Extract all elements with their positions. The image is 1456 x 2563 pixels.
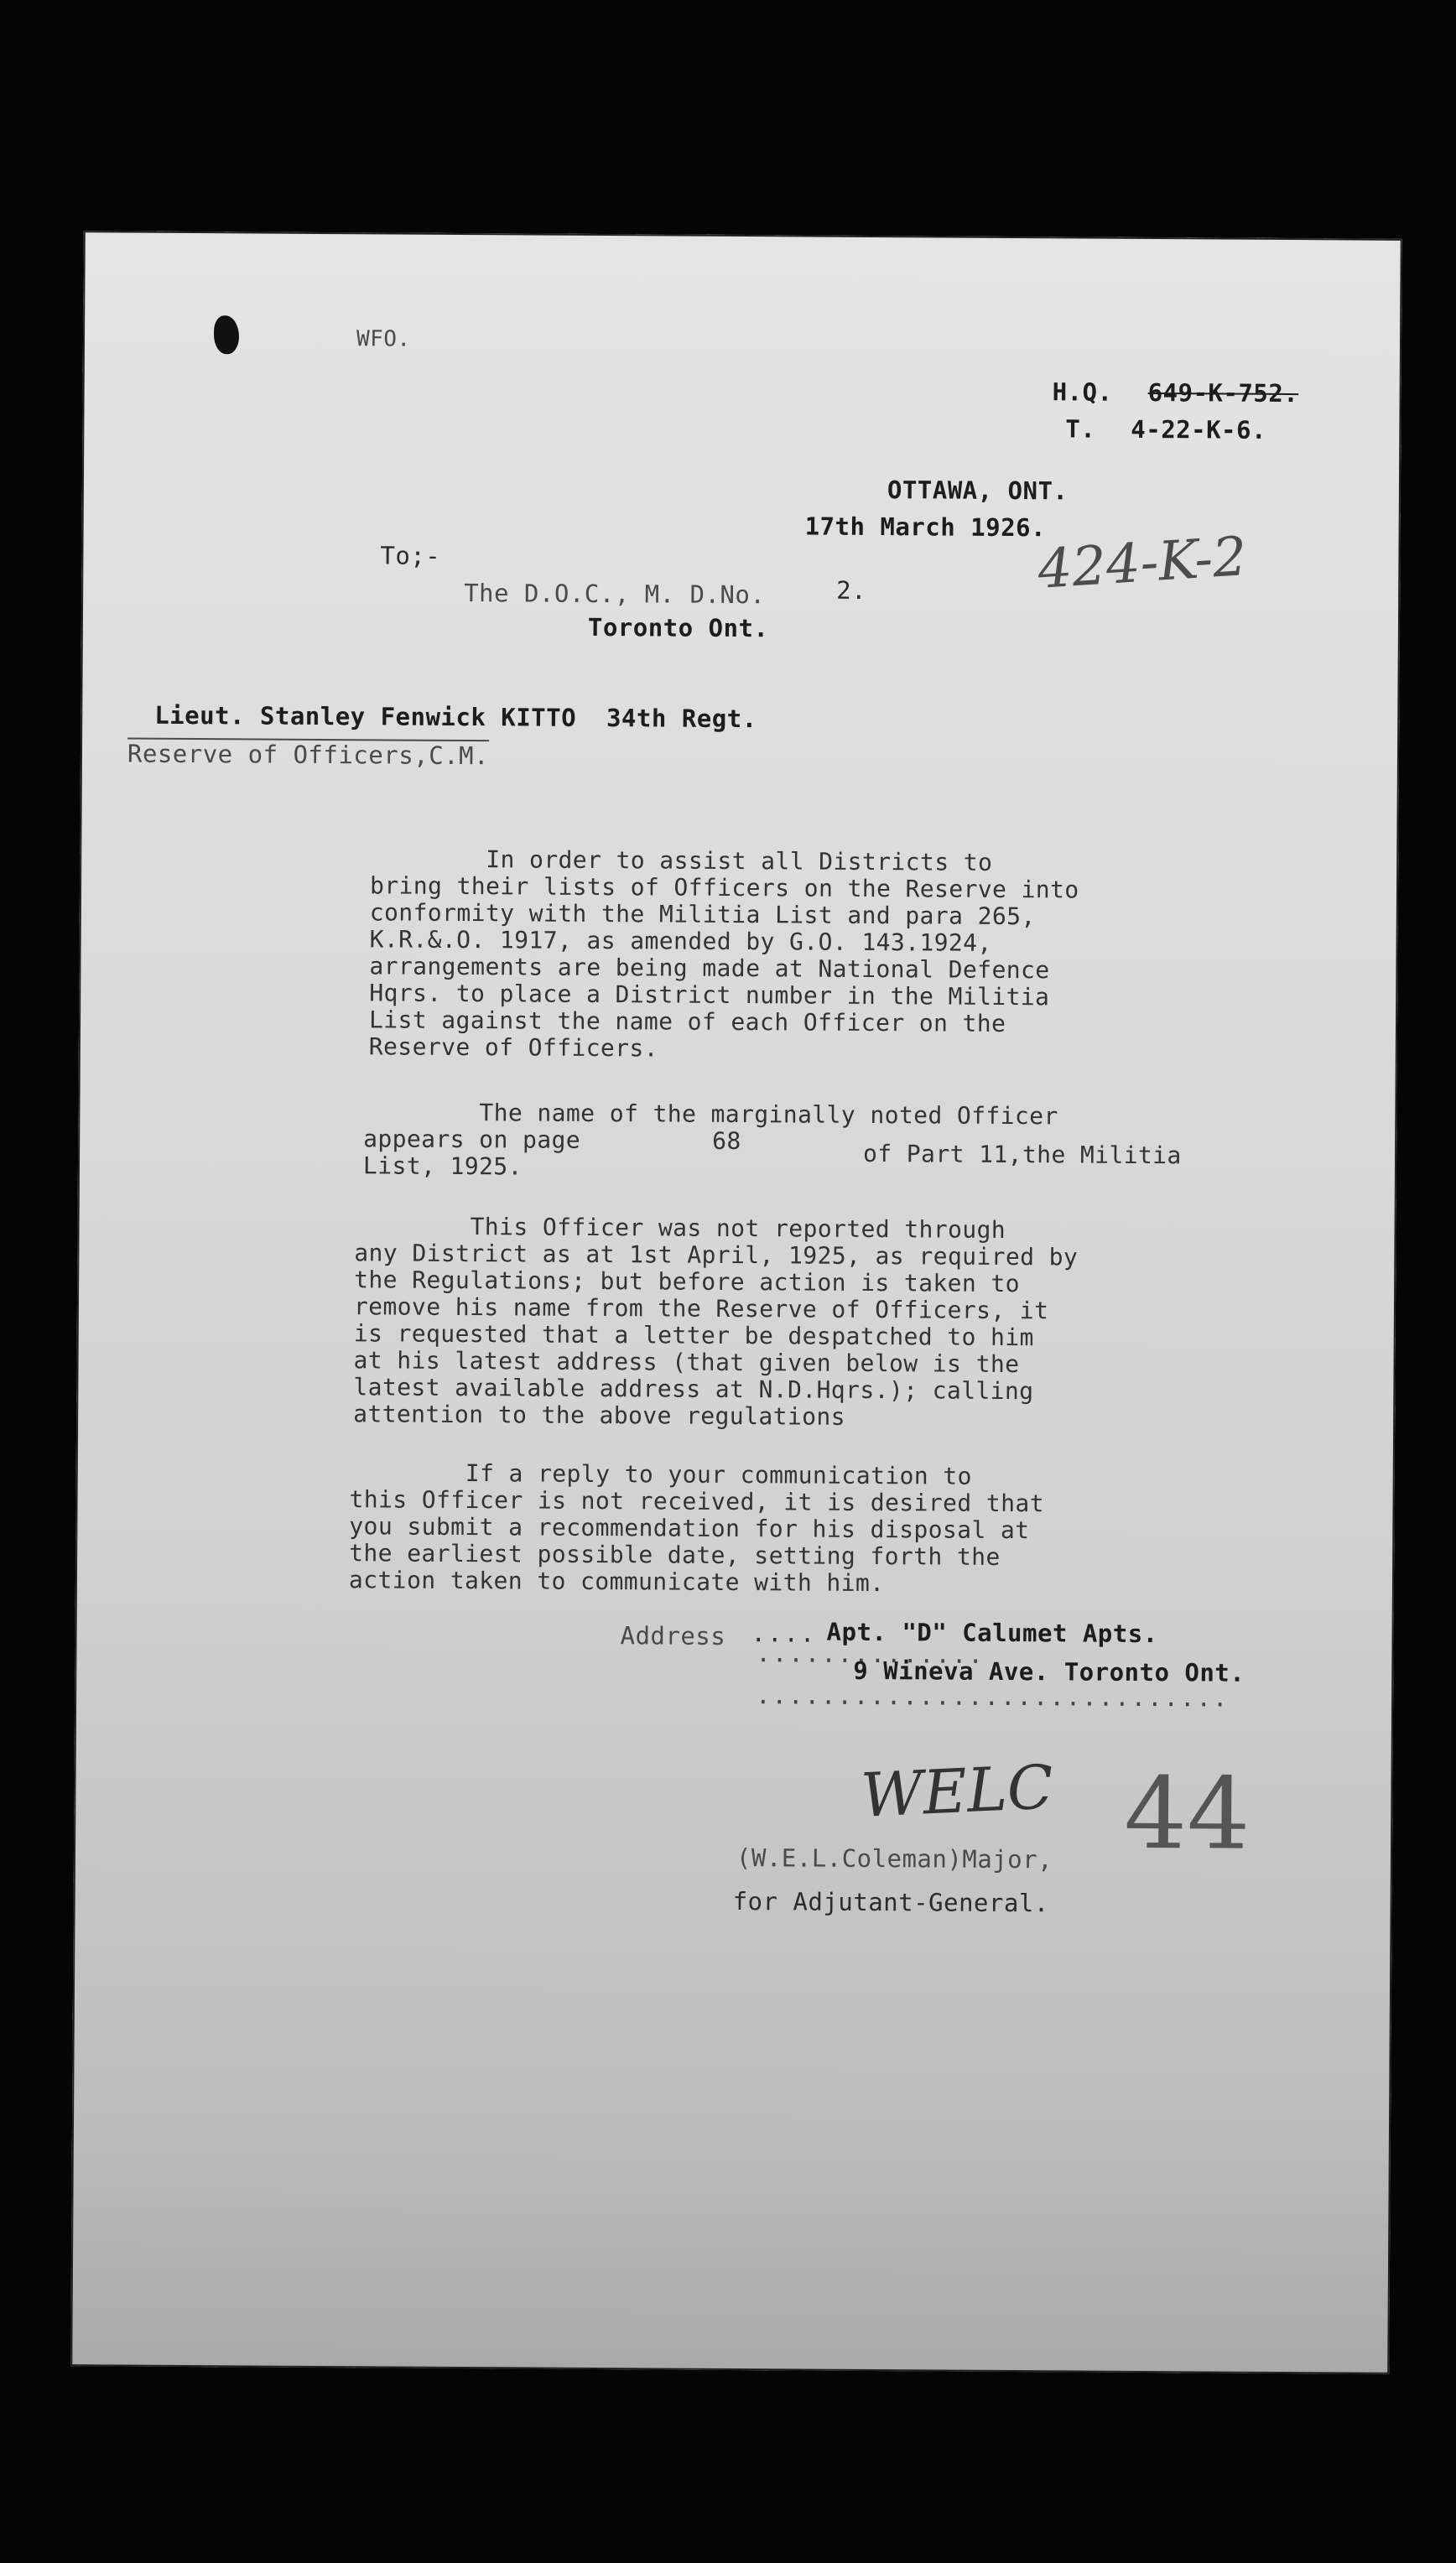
- handwritten-file-ref: 424-K-2: [1036, 526, 1249, 601]
- address-label: Address: [620, 1621, 726, 1651]
- text-line: this Officer is not received, it is desired that: [349, 1485, 1045, 1518]
- text-line: action taken to communicate with him.: [348, 1566, 885, 1598]
- signature: WELC: [859, 1751, 1055, 1831]
- text-line: of Part 11,the Militia: [862, 1139, 1182, 1170]
- corner-mark: WFO.: [356, 326, 411, 352]
- document-page: [70, 231, 1402, 2374]
- address-leader-dots: ....: [751, 1619, 817, 1648]
- text-line: conformity with the Militia List and para 265,: [369, 898, 1036, 931]
- address-leader-dots: ..............: [756, 1639, 985, 1669]
- recipient-district: 2.: [836, 575, 867, 605]
- text-line: any District as at 1st April, 1925, as required by: [354, 1239, 1079, 1271]
- text-line: arrangements are being made at National Defence: [369, 952, 1050, 985]
- text-line: the earliest possible date, setting forth the: [349, 1539, 1001, 1571]
- text-line: This Officer was not reported through: [354, 1212, 1006, 1244]
- text-line: the Regulations; but before action is taken to: [354, 1266, 1021, 1298]
- text-line: In order to assist all Districts to: [370, 845, 993, 876]
- t-label: T.: [1065, 414, 1096, 444]
- subject-line1: Lieut. Stanley Fenwick KITTO 34th Regt.: [154, 700, 757, 734]
- text-line: Reserve of Officers.: [368, 1032, 659, 1063]
- text-line: The name of the marginally noted Officer: [363, 1098, 1058, 1131]
- text-line: List, 1925.: [362, 1152, 523, 1181]
- to-label: To;-: [380, 541, 441, 570]
- text-line: is requested that a letter be despatched to him: [353, 1319, 1034, 1352]
- text-line: List against the name of each Officer on the: [368, 1006, 1006, 1037]
- text-line: attention to the above regulations: [353, 1400, 846, 1431]
- date: 17th March 1926.: [804, 512, 1047, 543]
- text-line: If a reply to your communication to: [349, 1458, 972, 1490]
- place: OTTAWA, ONT.: [887, 476, 1069, 506]
- text-line: Hqrs. to place a District number in the Militia: [369, 979, 1050, 1011]
- recipient-line2: Toronto Ont.: [587, 612, 769, 643]
- text-line: you submit a recommendation for his disposal at: [349, 1512, 1030, 1545]
- t-number: 4-22-K-6.: [1131, 414, 1267, 444]
- hq-number-struck: 649-K-752.: [1147, 377, 1299, 408]
- text-line: appears on page: [363, 1125, 581, 1154]
- text-line: latest available address at N.D.Hqrs.); calling: [353, 1373, 1034, 1406]
- text-line: K.R.&.O. 1917, as amended by G.O. 143.1924,: [369, 925, 992, 957]
- hq-label: H.Q.: [1052, 377, 1113, 407]
- text-line: remove his name from the Reserve of Officers, it: [353, 1292, 1049, 1325]
- signatory: (W.E.L.Coleman)Major,: [736, 1843, 1053, 1874]
- punch-mark-icon: [214, 315, 239, 354]
- text-line: bring their lists of Officers on the Reserve into: [369, 871, 1079, 904]
- address-line1: Apt. "D" Calumet Apts.: [826, 1617, 1158, 1649]
- handwritten-number: 44: [1123, 1755, 1251, 1872]
- page-number: 68: [712, 1126, 741, 1156]
- signatory-title: for Adjutant-General.: [732, 1886, 1049, 1918]
- address-underline-dots: .............................: [756, 1681, 1230, 1713]
- subject-line2: Reserve of Officers,C.M.: [127, 739, 490, 771]
- recipient-line1: The D.O.C., M. D.No.: [464, 579, 766, 610]
- address-line2: 9 Wineva Ave. Toronto Ont.: [853, 1656, 1245, 1687]
- text-line: at his latest address (that given below is the: [353, 1346, 1020, 1379]
